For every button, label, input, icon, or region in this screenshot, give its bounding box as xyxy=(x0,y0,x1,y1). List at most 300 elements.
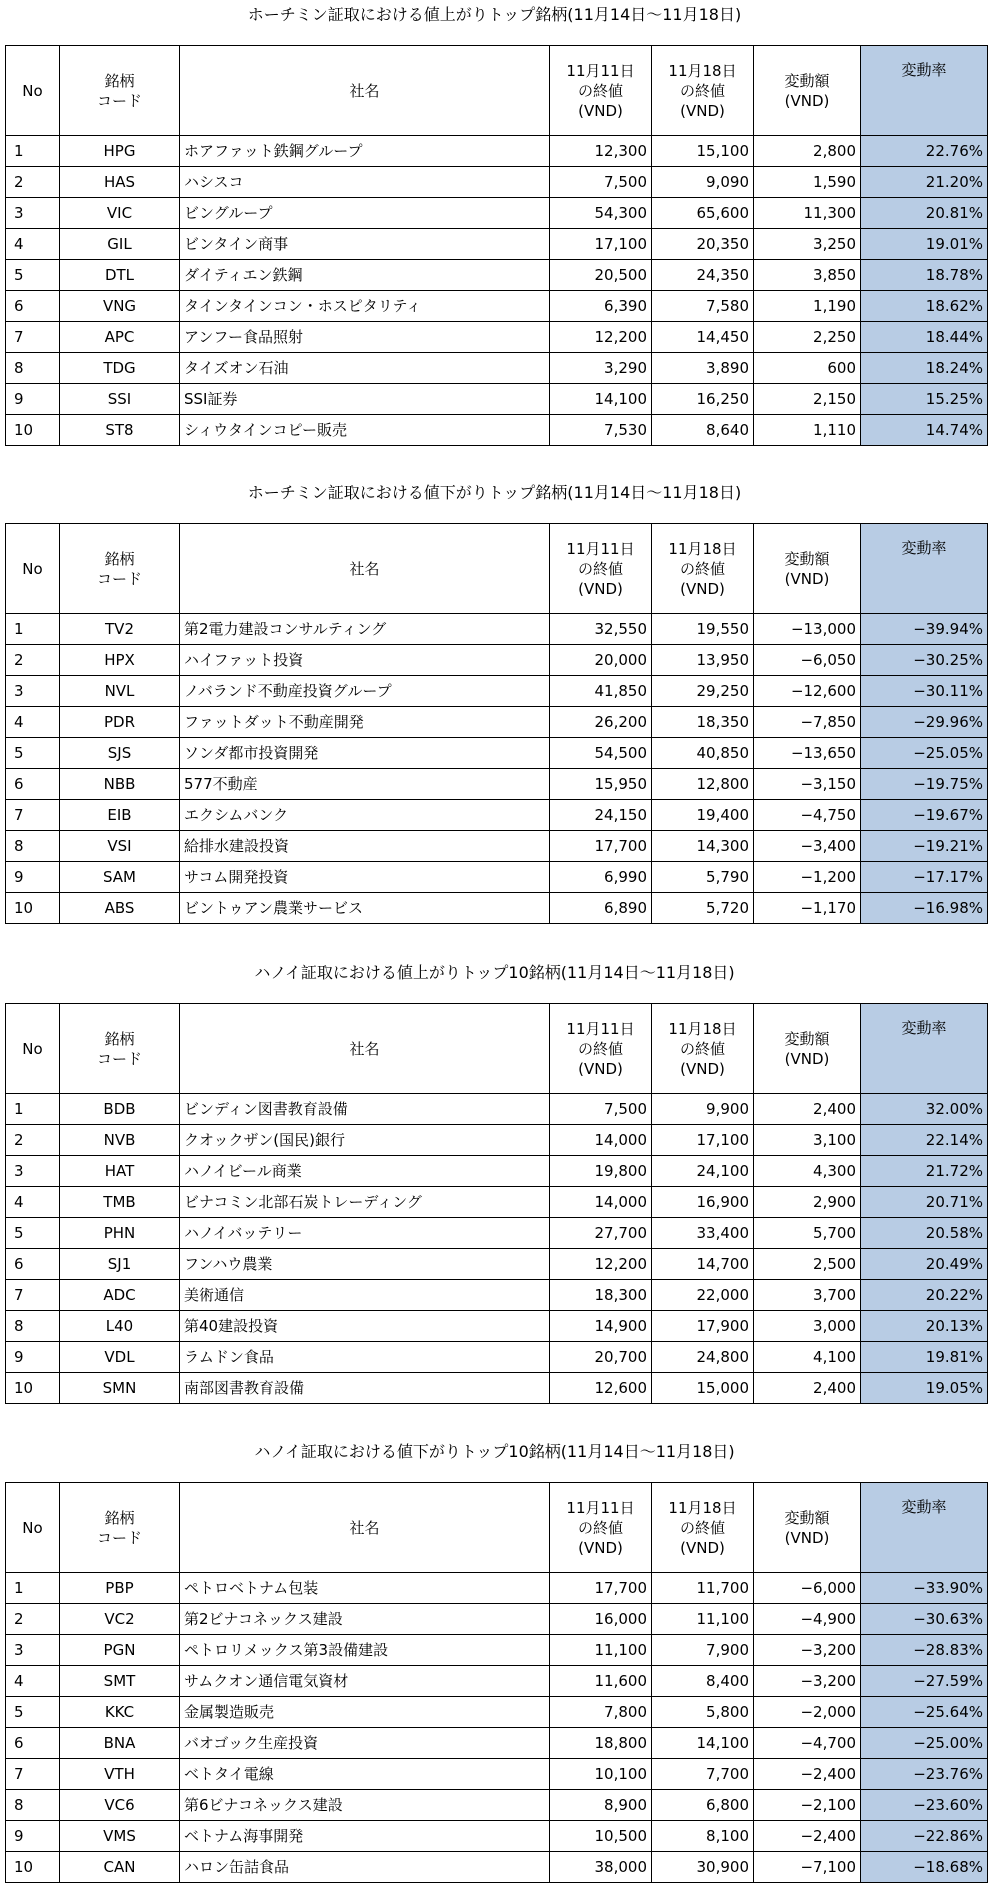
close-nov18: 3,890 xyxy=(652,353,754,384)
table-row xyxy=(6,1728,988,1759)
close-nov11: 16,000 xyxy=(550,1604,652,1635)
change-amount: −4,900 xyxy=(754,1604,861,1635)
header-close-nov18: 11月18日 の終値 (VND) xyxy=(652,524,754,614)
stock-code: PHN xyxy=(60,1218,180,1249)
row-no: 4 xyxy=(6,1666,60,1697)
change-rate: 14.74% xyxy=(861,415,988,446)
row-no: 4 xyxy=(6,229,60,260)
company-name: ハノイバッテリー xyxy=(180,1218,550,1249)
table-row xyxy=(6,1373,988,1404)
row-no: 8 xyxy=(6,1790,60,1821)
change-rate: −19.75% xyxy=(861,769,988,800)
table-row xyxy=(6,1759,988,1790)
stock-code: CAN xyxy=(60,1852,180,1883)
close-nov18: 13,950 xyxy=(652,645,754,676)
stock-code: KKC xyxy=(60,1697,180,1728)
stock-code: PDR xyxy=(60,707,180,738)
table-row xyxy=(6,1249,988,1280)
change-rate: 20.81% xyxy=(861,198,988,229)
table-row xyxy=(6,707,988,738)
close-nov18: 24,100 xyxy=(652,1156,754,1187)
change-amount: −3,200 xyxy=(754,1635,861,1666)
section-title: ホーチミン証取における値下がりトップ銘柄(11月14日～11月18日) xyxy=(247,483,742,502)
row-no: 1 xyxy=(6,1094,60,1125)
stock-code: HPG xyxy=(60,136,180,167)
close-nov18: 5,800 xyxy=(652,1697,754,1728)
header-change-rate: 変動率 xyxy=(861,524,988,614)
row-no: 4 xyxy=(6,1187,60,1218)
company-name: ハノイビール商業 xyxy=(180,1156,550,1187)
table-row xyxy=(6,862,988,893)
row-no: 6 xyxy=(6,1728,60,1759)
table-header-row xyxy=(6,46,988,136)
company-name: タイズオン石油 xyxy=(180,353,550,384)
row-no: 9 xyxy=(6,384,60,415)
row-no: 7 xyxy=(6,800,60,831)
change-rate: 20.71% xyxy=(861,1187,988,1218)
close-nov18: 5,720 xyxy=(652,893,754,924)
row-no: 6 xyxy=(6,1249,60,1280)
close-nov18: 6,800 xyxy=(652,1790,754,1821)
company-name: バオゴック生産投資 xyxy=(180,1728,550,1759)
header-row-no: No xyxy=(6,46,60,136)
stock-code: TMB xyxy=(60,1187,180,1218)
header-stock-code: 銘柄 コード xyxy=(60,524,180,614)
company-name: アンフー食品照射 xyxy=(180,322,550,353)
close-nov18: 15,000 xyxy=(652,1373,754,1404)
table-row xyxy=(6,1094,988,1125)
table-row xyxy=(6,1156,988,1187)
close-nov18: 22,000 xyxy=(652,1280,754,1311)
company-name: ファットダット不動産開発 xyxy=(180,707,550,738)
row-no: 9 xyxy=(6,1342,60,1373)
header-company-name: 社名 xyxy=(180,524,550,614)
change-amount: −4,750 xyxy=(754,800,861,831)
stock-code: HAT xyxy=(60,1156,180,1187)
stock-code: L40 xyxy=(60,1311,180,1342)
company-name: サムクオン通信電気資材 xyxy=(180,1666,550,1697)
table-row xyxy=(6,1821,988,1852)
company-name: ベトナム海事開発 xyxy=(180,1821,550,1852)
row-no: 7 xyxy=(6,322,60,353)
close-nov11: 41,850 xyxy=(550,676,652,707)
close-nov11: 8,900 xyxy=(550,1790,652,1821)
change-rate: −23.76% xyxy=(861,1759,988,1790)
change-rate: 21.20% xyxy=(861,167,988,198)
company-name: ホアファット鉄鋼グループ xyxy=(180,136,550,167)
company-name: サコム開発投資 xyxy=(180,862,550,893)
header-row-no: No xyxy=(6,1004,60,1094)
close-nov18: 11,100 xyxy=(652,1604,754,1635)
header-close-nov11: 11月11日 の終値 (VND) xyxy=(550,524,652,614)
close-nov11: 6,890 xyxy=(550,893,652,924)
change-rate: 15.25% xyxy=(861,384,988,415)
change-amount: 3,850 xyxy=(754,260,861,291)
row-no: 6 xyxy=(6,769,60,800)
change-amount: 3,000 xyxy=(754,1311,861,1342)
close-nov11: 26,200 xyxy=(550,707,652,738)
company-name: フンハウ農業 xyxy=(180,1249,550,1280)
header-close-nov11: 11月11日 の終値 (VND) xyxy=(550,1483,652,1573)
close-nov18: 17,900 xyxy=(652,1311,754,1342)
table-row xyxy=(6,353,988,384)
change-amount: 2,250 xyxy=(754,322,861,353)
company-name: タインタインコン・ホスピタリティ xyxy=(180,291,550,322)
close-nov11: 6,990 xyxy=(550,862,652,893)
company-name: ラムドン食品 xyxy=(180,1342,550,1373)
close-nov11: 11,100 xyxy=(550,1635,652,1666)
close-nov11: 12,300 xyxy=(550,136,652,167)
change-amount: −13,650 xyxy=(754,738,861,769)
close-nov11: 17,700 xyxy=(550,1573,652,1604)
header-change-rate: 変動率 xyxy=(861,46,988,136)
company-name: 第2電力建設コンサルティング xyxy=(180,614,550,645)
change-amount: 1,590 xyxy=(754,167,861,198)
row-no: 5 xyxy=(6,738,60,769)
change-amount: 2,400 xyxy=(754,1094,861,1125)
company-name: 第6ビナコネックス建設 xyxy=(180,1790,550,1821)
company-name: クオックザン(国民)銀行 xyxy=(180,1125,550,1156)
company-name: ハイファット投資 xyxy=(180,645,550,676)
table-header-row xyxy=(6,1483,988,1573)
table-row xyxy=(6,384,988,415)
close-nov11: 19,800 xyxy=(550,1156,652,1187)
change-rate: −16.98% xyxy=(861,893,988,924)
company-name: ペトロリメックス第3設備建設 xyxy=(180,1635,550,1666)
stock-code: TV2 xyxy=(60,614,180,645)
change-rate: 32.00% xyxy=(861,1094,988,1125)
change-rate: −25.64% xyxy=(861,1697,988,1728)
row-no: 10 xyxy=(6,1373,60,1404)
stock-table xyxy=(5,45,988,446)
table-row xyxy=(6,614,988,645)
change-amount: −3,200 xyxy=(754,1666,861,1697)
change-rate: −17.17% xyxy=(861,862,988,893)
close-nov11: 7,500 xyxy=(550,167,652,198)
header-row-no: No xyxy=(6,1483,60,1573)
stock-code: VSI xyxy=(60,831,180,862)
close-nov11: 10,100 xyxy=(550,1759,652,1790)
change-rate: 18.62% xyxy=(861,291,988,322)
change-amount: −12,600 xyxy=(754,676,861,707)
company-name: 南部図書教育設備 xyxy=(180,1373,550,1404)
stock-code: SMN xyxy=(60,1373,180,1404)
header-change-amount: 変動額 (VND) xyxy=(754,524,861,614)
table-row xyxy=(6,1790,988,1821)
change-amount: −4,700 xyxy=(754,1728,861,1759)
change-rate: 22.76% xyxy=(861,136,988,167)
change-rate: −33.90% xyxy=(861,1573,988,1604)
change-amount: 3,700 xyxy=(754,1280,861,1311)
close-nov11: 12,200 xyxy=(550,322,652,353)
change-rate: 20.58% xyxy=(861,1218,988,1249)
table-row xyxy=(6,167,988,198)
close-nov18: 16,900 xyxy=(652,1187,754,1218)
row-no: 1 xyxy=(6,136,60,167)
change-amount: −7,100 xyxy=(754,1852,861,1883)
stock-code: ADC xyxy=(60,1280,180,1311)
stock-table xyxy=(5,523,988,924)
stock-code: VC6 xyxy=(60,1790,180,1821)
row-no: 8 xyxy=(6,1311,60,1342)
header-close-nov18: 11月18日 の終値 (VND) xyxy=(652,46,754,136)
change-rate: 19.05% xyxy=(861,1373,988,1404)
table-row xyxy=(6,136,988,167)
close-nov11: 24,150 xyxy=(550,800,652,831)
change-amount: 1,190 xyxy=(754,291,861,322)
close-nov18: 24,350 xyxy=(652,260,754,291)
close-nov18: 7,580 xyxy=(652,291,754,322)
table-row xyxy=(6,260,988,291)
stock-code: NVB xyxy=(60,1125,180,1156)
row-no: 5 xyxy=(6,1697,60,1728)
change-rate: −25.05% xyxy=(861,738,988,769)
table-row xyxy=(6,800,988,831)
table-row xyxy=(6,676,988,707)
row-no: 8 xyxy=(6,831,60,862)
change-amount: 2,150 xyxy=(754,384,861,415)
close-nov18: 9,090 xyxy=(652,167,754,198)
change-amount: 2,400 xyxy=(754,1373,861,1404)
stock-code: VC2 xyxy=(60,1604,180,1635)
row-no: 7 xyxy=(6,1759,60,1790)
close-nov11: 17,100 xyxy=(550,229,652,260)
row-no: 10 xyxy=(6,1852,60,1883)
change-rate: −19.21% xyxy=(861,831,988,862)
change-amount: 11,300 xyxy=(754,198,861,229)
close-nov11: 14,100 xyxy=(550,384,652,415)
row-no: 2 xyxy=(6,167,60,198)
table-row xyxy=(6,831,988,862)
close-nov18: 15,100 xyxy=(652,136,754,167)
close-nov11: 32,550 xyxy=(550,614,652,645)
close-nov11: 14,000 xyxy=(550,1125,652,1156)
stock-code: DTL xyxy=(60,260,180,291)
stock-code: SMT xyxy=(60,1666,180,1697)
company-name: ビンディン図書教育設備 xyxy=(180,1094,550,1125)
change-rate: 18.44% xyxy=(861,322,988,353)
table-row xyxy=(6,198,988,229)
table-row xyxy=(6,291,988,322)
row-no: 1 xyxy=(6,614,60,645)
close-nov11: 54,500 xyxy=(550,738,652,769)
company-name: 第2ビナコネックス建設 xyxy=(180,1604,550,1635)
change-rate: 20.22% xyxy=(861,1280,988,1311)
close-nov11: 38,000 xyxy=(550,1852,652,1883)
close-nov11: 12,200 xyxy=(550,1249,652,1280)
change-amount: −3,400 xyxy=(754,831,861,862)
company-name: ベトタイ電線 xyxy=(180,1759,550,1790)
close-nov18: 11,700 xyxy=(652,1573,754,1604)
company-name: 577不動産 xyxy=(180,769,550,800)
change-amount: −2,400 xyxy=(754,1759,861,1790)
stock-table xyxy=(5,1482,988,1883)
section-title: ハノイ証取における値下がりトップ10銘柄(11月14日～11月18日) xyxy=(254,1442,735,1461)
close-nov11: 14,000 xyxy=(550,1187,652,1218)
change-rate: −30.25% xyxy=(861,645,988,676)
company-name: 第40建設投資 xyxy=(180,1311,550,1342)
change-amount: −7,850 xyxy=(754,707,861,738)
stock-code: VNG xyxy=(60,291,180,322)
close-nov18: 14,100 xyxy=(652,1728,754,1759)
close-nov11: 10,500 xyxy=(550,1821,652,1852)
header-stock-code: 銘柄 コード xyxy=(60,46,180,136)
stock-code: NVL xyxy=(60,676,180,707)
close-nov18: 14,700 xyxy=(652,1249,754,1280)
stock-code: VTH xyxy=(60,1759,180,1790)
row-no: 3 xyxy=(6,676,60,707)
close-nov11: 6,390 xyxy=(550,291,652,322)
change-rate: −18.68% xyxy=(861,1852,988,1883)
table-row xyxy=(6,415,988,446)
stock-code: HPX xyxy=(60,645,180,676)
change-rate: −22.86% xyxy=(861,1821,988,1852)
change-rate: −30.11% xyxy=(861,676,988,707)
table-row xyxy=(6,1342,988,1373)
change-amount: 4,100 xyxy=(754,1342,861,1373)
change-rate: −25.00% xyxy=(861,1728,988,1759)
row-no: 9 xyxy=(6,1821,60,1852)
table-row xyxy=(6,738,988,769)
change-rate: 19.01% xyxy=(861,229,988,260)
stock-code: EIB xyxy=(60,800,180,831)
change-amount: −2,000 xyxy=(754,1697,861,1728)
close-nov18: 65,600 xyxy=(652,198,754,229)
close-nov11: 14,900 xyxy=(550,1311,652,1342)
close-nov18: 5,790 xyxy=(652,862,754,893)
close-nov11: 20,000 xyxy=(550,645,652,676)
company-name: ノバランド不動産投資グループ xyxy=(180,676,550,707)
company-name: 美術通信 xyxy=(180,1280,550,1311)
change-amount: −2,100 xyxy=(754,1790,861,1821)
table-row xyxy=(6,893,988,924)
close-nov18: 24,800 xyxy=(652,1342,754,1373)
row-no: 5 xyxy=(6,1218,60,1249)
change-amount: 4,300 xyxy=(754,1156,861,1187)
row-no: 10 xyxy=(6,415,60,446)
close-nov11: 3,290 xyxy=(550,353,652,384)
change-rate: 20.13% xyxy=(861,1311,988,1342)
change-amount: −3,150 xyxy=(754,769,861,800)
row-no: 8 xyxy=(6,353,60,384)
table-row xyxy=(6,322,988,353)
row-no: 3 xyxy=(6,198,60,229)
table-row xyxy=(6,1125,988,1156)
close-nov18: 12,800 xyxy=(652,769,754,800)
table-row xyxy=(6,1852,988,1883)
close-nov11: 18,800 xyxy=(550,1728,652,1759)
row-no: 2 xyxy=(6,645,60,676)
change-amount: 600 xyxy=(754,353,861,384)
stock-code: SSI xyxy=(60,384,180,415)
table-row xyxy=(6,1697,988,1728)
company-name: ペトロベトナム包装 xyxy=(180,1573,550,1604)
table-row xyxy=(6,1280,988,1311)
change-rate: −28.83% xyxy=(861,1635,988,1666)
header-close-nov11: 11月11日 の終値 (VND) xyxy=(550,46,652,136)
change-amount: −13,000 xyxy=(754,614,861,645)
row-no: 1 xyxy=(6,1573,60,1604)
row-no: 2 xyxy=(6,1125,60,1156)
stock-table xyxy=(5,1003,988,1404)
close-nov11: 20,500 xyxy=(550,260,652,291)
row-no: 9 xyxy=(6,862,60,893)
table-row xyxy=(6,1635,988,1666)
stock-code: VIC xyxy=(60,198,180,229)
section-title: ハノイ証取における値上がりトップ10銘柄(11月14日～11月18日) xyxy=(254,963,735,982)
stock-code: PGN xyxy=(60,1635,180,1666)
change-amount: −1,170 xyxy=(754,893,861,924)
row-no: 7 xyxy=(6,1280,60,1311)
close-nov18: 7,700 xyxy=(652,1759,754,1790)
stock-code: HAS xyxy=(60,167,180,198)
stock-code: NBB xyxy=(60,769,180,800)
company-name: 金属製造販売 xyxy=(180,1697,550,1728)
change-rate: −39.94% xyxy=(861,614,988,645)
company-name: ダイティエン鉄鋼 xyxy=(180,260,550,291)
change-rate: 19.81% xyxy=(861,1342,988,1373)
company-name: ソンダ都市投資開発 xyxy=(180,738,550,769)
close-nov18: 8,640 xyxy=(652,415,754,446)
table-row xyxy=(6,645,988,676)
close-nov11: 7,530 xyxy=(550,415,652,446)
header-company-name: 社名 xyxy=(180,46,550,136)
change-rate: −27.59% xyxy=(861,1666,988,1697)
change-amount: 2,800 xyxy=(754,136,861,167)
company-name: ビントゥアン農業サービス xyxy=(180,893,550,924)
header-change-amount: 変動額 (VND) xyxy=(754,1483,861,1573)
close-nov11: 18,300 xyxy=(550,1280,652,1311)
company-name: シィウタインコピー販売 xyxy=(180,415,550,446)
change-rate: 18.24% xyxy=(861,353,988,384)
row-no: 4 xyxy=(6,707,60,738)
header-change-amount: 変動額 (VND) xyxy=(754,1004,861,1094)
close-nov18: 19,550 xyxy=(652,614,754,645)
header-change-amount: 変動額 (VND) xyxy=(754,46,861,136)
header-close-nov18: 11月18日 の終値 (VND) xyxy=(652,1004,754,1094)
close-nov11: 12,600 xyxy=(550,1373,652,1404)
close-nov11: 54,300 xyxy=(550,198,652,229)
company-name: ビンタイン商事 xyxy=(180,229,550,260)
stock-code: SJS xyxy=(60,738,180,769)
row-no: 3 xyxy=(6,1156,60,1187)
header-change-rate: 変動率 xyxy=(861,1483,988,1573)
stock-code: VMS xyxy=(60,1821,180,1852)
table-row xyxy=(6,1604,988,1635)
close-nov18: 29,250 xyxy=(652,676,754,707)
table-row xyxy=(6,1218,988,1249)
header-change-rate: 変動率 xyxy=(861,1004,988,1094)
change-rate: 20.49% xyxy=(861,1249,988,1280)
header-stock-code: 銘柄 コード xyxy=(60,1483,180,1573)
table-row xyxy=(6,1187,988,1218)
close-nov18: 17,100 xyxy=(652,1125,754,1156)
change-amount: −1,200 xyxy=(754,862,861,893)
row-no: 10 xyxy=(6,893,60,924)
close-nov18: 8,100 xyxy=(652,1821,754,1852)
stock-code: GIL xyxy=(60,229,180,260)
company-name: エクシムバンク xyxy=(180,800,550,831)
close-nov18: 19,400 xyxy=(652,800,754,831)
stock-code: SJ1 xyxy=(60,1249,180,1280)
change-rate: 18.78% xyxy=(861,260,988,291)
stock-code: VDL xyxy=(60,1342,180,1373)
table-row xyxy=(6,229,988,260)
table-header-row xyxy=(6,524,988,614)
stock-code: APC xyxy=(60,322,180,353)
header-company-name: 社名 xyxy=(180,1483,550,1573)
change-amount: 2,500 xyxy=(754,1249,861,1280)
